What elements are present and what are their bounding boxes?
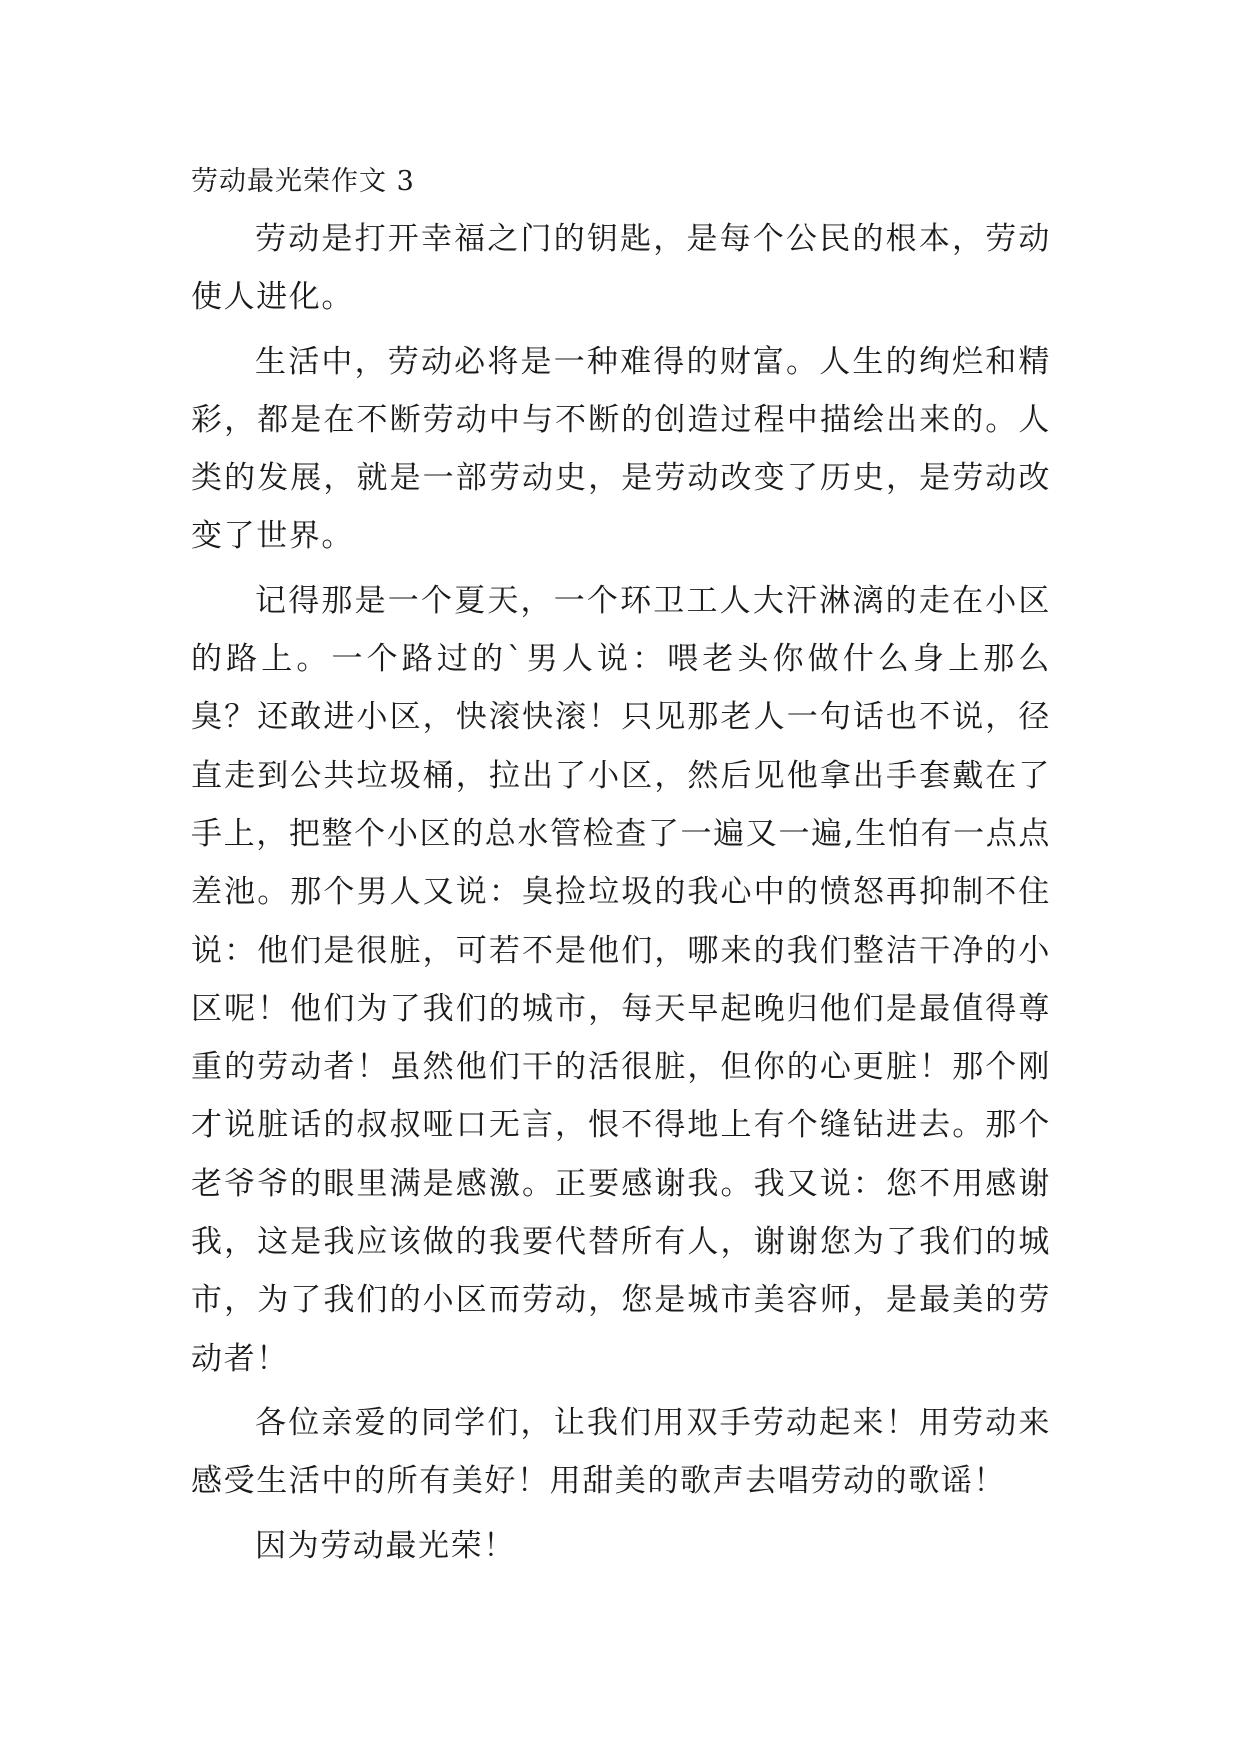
document-body [191, 160, 1051, 1581]
paragraph-5: 因为劳动最光荣！ [255, 1527, 516, 1564]
paragraph-3: 记得那是一个夏天，一个环卫工人大汗淋漓的走在小区的路上。一个路过的`男人说：喂老头你做什么身上那么臭？还敢进小区，快滚快滚！只见那老人一句话也不说，径直走到公共垃圾桶，拉出了小区，然后见他拿出手套戴在了手上，把整个小区的总水管检查了一遍又一遍,生怕有一点点差池。那个男人又说：臭捡垃圾的我心中的愤怒再抑制不住说：他们是很脏，可若不是他们，哪来的我们整洁干净的小区呢！他们为了我们的城市，每天早起晚归他们是最值得尊重的劳动者！虽然他们干的活很脏，但你的心更脏！那个刚才说脏话的叔叔哑口无言，恨不得地上有个缝钻进去。那个老爷爷的眼里满是感激。正要感谢我。我又说：您不用感谢我，这是我应该做的我要代替所有人，谢谢您为了我们的城市，为了我们的小区而劳动，您是城市美容师，是最美的劳动者！ [191, 582, 1051, 1377]
paragraph-4: 各位亲爱的同学们，让我们用双手劳动起来！用劳动来感受生活中的所有美好！用甜美的歌声去唱劳动的歌谣！ [191, 1404, 1051, 1500]
paragraph-2: 生活中，劳动必将是一种难得的财富。人生的绚烂和精彩，都是在不断劳动中与不断的创造过程中描绘出来的。人类的发展，就是一部劳动史，是劳动改变了历史，是劳动改变了世界。 [191, 343, 1051, 555]
document-title: 劳动最光荣作文 3 [191, 166, 415, 197]
paragraph-1: 劳动是打开幸福之门的钥匙，是每个公民的根本，劳动使人进化。 [191, 221, 1051, 316]
